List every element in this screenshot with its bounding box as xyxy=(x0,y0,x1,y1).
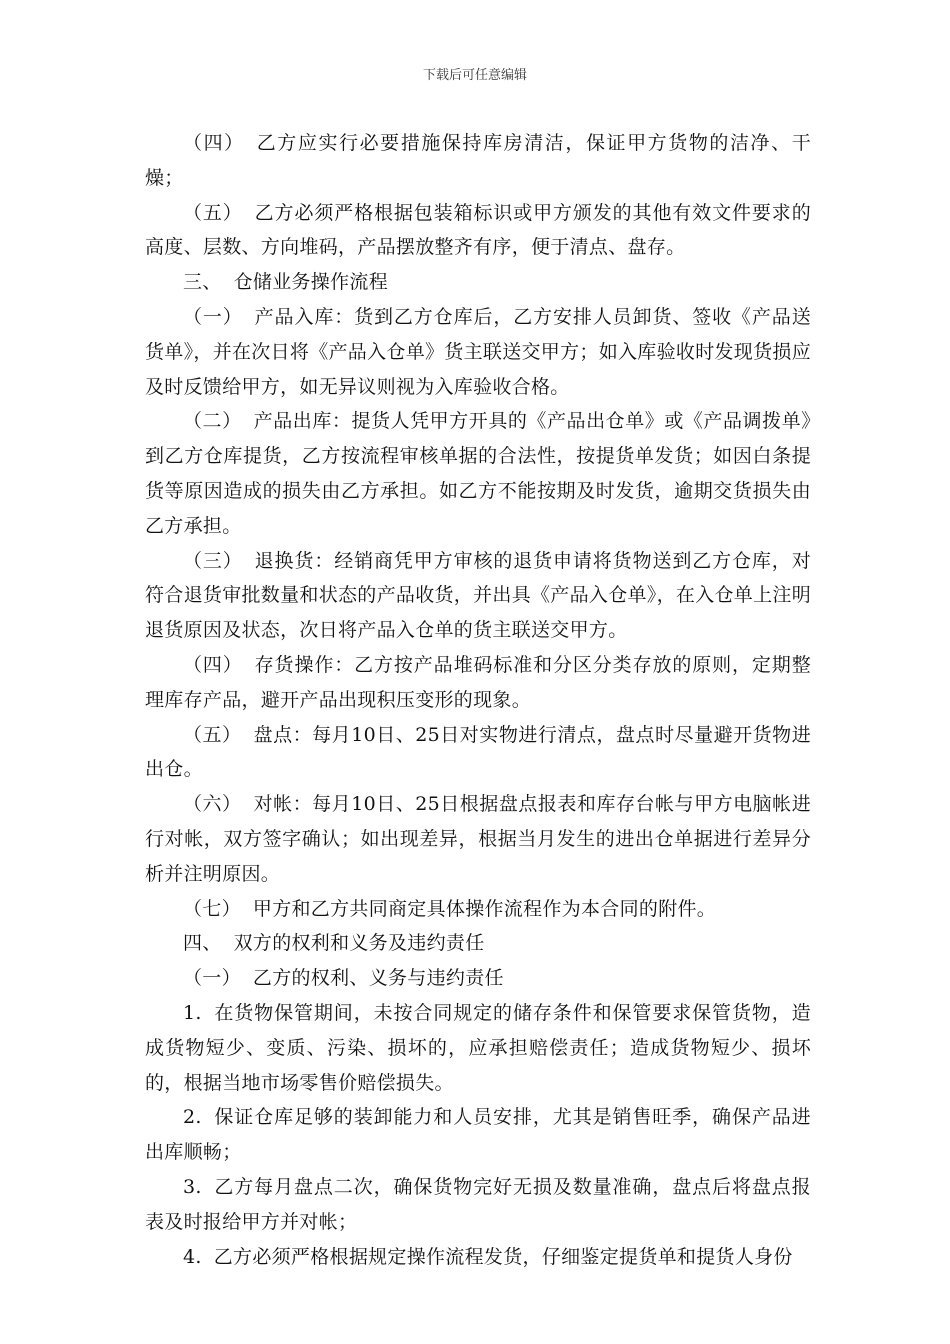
item-number: （三） xyxy=(183,549,243,572)
paragraph xyxy=(145,404,811,543)
paragraph xyxy=(145,1240,811,1275)
item-number: （一） xyxy=(183,305,243,328)
paragraph-text: 盘点：每月10日、25日对实物进行清点，盘点时尽量避开货物进出仓。 xyxy=(145,723,811,781)
section-heading xyxy=(145,265,811,300)
paragraph-text: 存货操作：乙方按产品堆码标准和分区分类存放的原则，定期整理库存产品，避开产品出现积压变形的现象。 xyxy=(145,653,811,711)
paragraph xyxy=(145,1100,811,1170)
item-number: 三、 xyxy=(183,271,222,294)
item-number: （二） xyxy=(183,410,242,433)
paragraph-text: 乙方应实行必要措施保持库房清洁，保证甲方货物的洁净、干燥； xyxy=(145,132,811,189)
item-number: （六） xyxy=(183,793,242,816)
item-number: （一） xyxy=(183,967,241,990)
paragraph-text: 退换货：经销商凭甲方审核的退货申请将货物送到乙方仓库，对符合退货审批数量和状态的产品收货，并出具《产品入仓单》，在入仓单上注明退货原因及状态，次日将产品入仓单的货主联送交甲方。 xyxy=(145,549,812,642)
paragraph xyxy=(145,300,811,404)
paragraph-text: 甲方和乙方共同商定具体操作流程作为本合同的附件。 xyxy=(252,897,717,920)
paragraph xyxy=(145,648,811,718)
document-body xyxy=(145,126,811,1274)
paragraph xyxy=(145,718,811,788)
paragraph-text: 仓储业务操作流程 xyxy=(233,271,389,294)
paragraph-text: 乙方必须严格根据包装箱标识或甲方颁发的其他有效文件要求的高度、层数、方向堆码，产品摆放整齐有序，便于清点、盘存。 xyxy=(145,201,811,259)
paragraph-text: 双方的权利和义务及违约责任 xyxy=(233,932,485,955)
paragraph-text: 产品出库：提货人凭甲方开具的《产品出仓单》或《产品调拨单》到乙方仓库提货，乙方按流程审核单据的合法性，按提货单发货；如因白条提货等原因造成的损失由乙方承担。如乙方不能按期及时发货，逾期交货损失由乙方承担。 xyxy=(145,410,812,537)
paragraph xyxy=(145,892,811,927)
item-number: （七） xyxy=(183,897,241,920)
paragraph-text: 乙方必须严格根据规定操作流程发货，仔细鉴定提货单和提货人身份 xyxy=(213,1245,793,1268)
item-number: 四、 xyxy=(183,932,222,955)
paragraph-text: 产品入库：货到乙方仓库后，乙方安排人员卸货、签收《产品送货单》，并在次日将《产品入仓单》货主联送交甲方；如入库验收时发现货损应及时反馈给甲方，如无异议则视为入库验收合格。 xyxy=(145,305,812,398)
page-header-note: 下载后可任意编辑 xyxy=(422,68,527,83)
paragraph-text: 乙方的权利、义务与违约责任 xyxy=(252,967,504,990)
paragraph xyxy=(145,544,811,648)
item-number: 2. xyxy=(183,1106,202,1129)
item-number: （五） xyxy=(183,201,243,224)
paragraph xyxy=(145,126,811,196)
paragraph-text: 在货物保管期间，未按合同规定的储存条件和保管要求保管货物，造成货物短少、变质、污染、损坏的，应承担赔偿责任；造成货物短少、损坏的，根据当地市场零售价赔偿损失。 xyxy=(145,1001,811,1094)
paragraph xyxy=(145,1170,811,1240)
section-heading xyxy=(145,926,811,961)
paragraph-text: 对帐：每月10日、25日根据盘点报表和库存台帐与甲方电脑帐进行对帐，双方签字确认；如出现差异，根据当月发生的进出仓单据进行差异分析并注明原因。 xyxy=(145,793,811,885)
paragraph-text: 乙方每月盘点二次，确保货物完好无损及数量准确，盘点后将盘点报表及时报给甲方并对帐； xyxy=(145,1175,811,1233)
subsection-heading xyxy=(145,961,811,996)
paragraph xyxy=(145,996,811,1100)
item-number: （四） xyxy=(183,653,243,676)
item-number: 1. xyxy=(183,1001,202,1024)
item-number: 4. xyxy=(183,1245,202,1268)
paragraph xyxy=(145,196,811,266)
paragraph xyxy=(145,787,811,891)
paragraph-text: 保证仓库足够的装卸能力和人员安排，尤其是销售旺季，确保产品进出库顺畅； xyxy=(145,1106,811,1164)
item-number: （五） xyxy=(183,723,242,746)
item-number: （四） xyxy=(183,132,245,154)
item-number: 3. xyxy=(183,1175,202,1198)
